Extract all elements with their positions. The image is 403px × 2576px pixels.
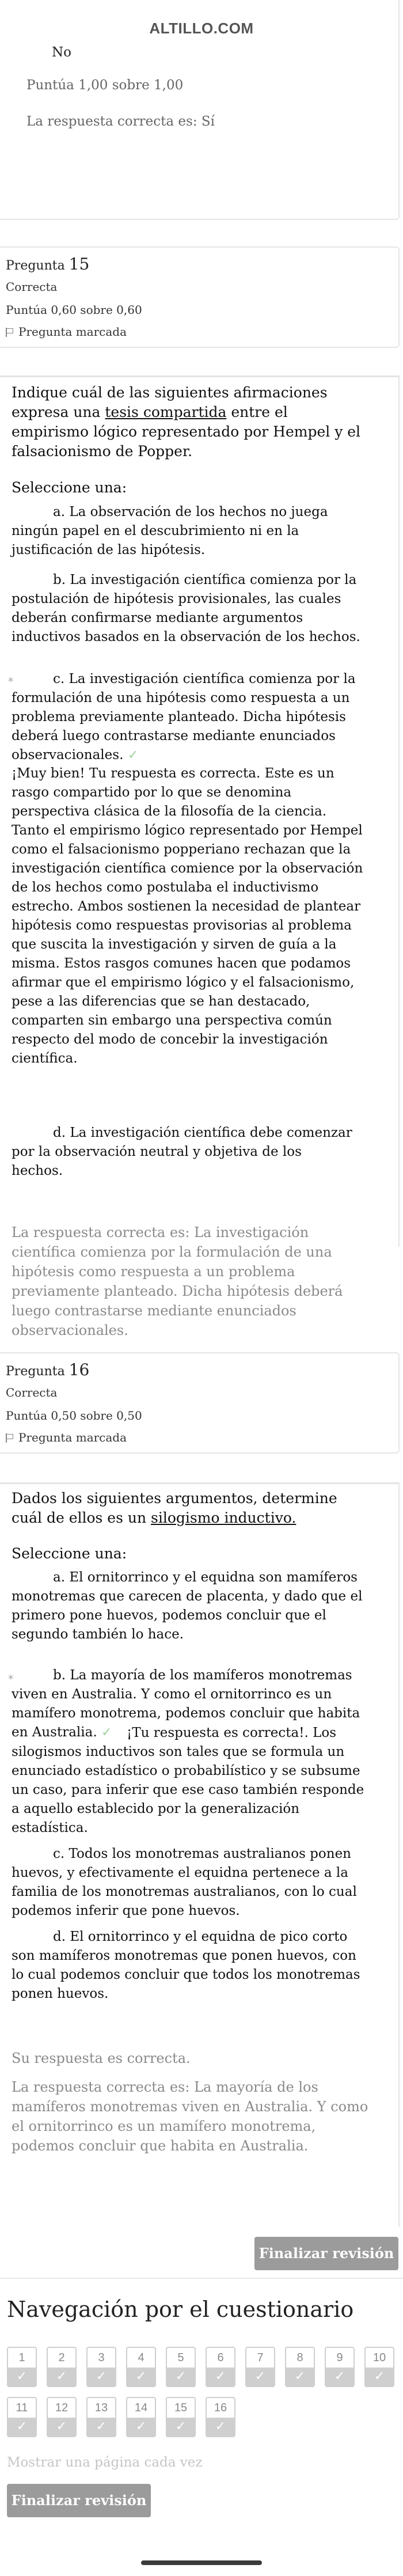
- question-number: [6, 1360, 89, 1379]
- nav-num: 13: [94, 2402, 108, 2414]
- nav-num: 1: [18, 2351, 25, 2364]
- nav-num: 2: [58, 2351, 65, 2364]
- nav-button-1[interactable]: [7, 2347, 37, 2387]
- option-feedback: ¡Muy bien! Tu respuesta es correcta. Este es un rasgo compartido por lo que se denomina perspectiva clásica de la filosofía de la ciencia. Tanto el empirismo lógico representado por Hempel como el falsacionismo popperiano rechazan que la investigación científica comience por la observación de los hechos como postulaba el inductivismo estrecho. Ambos sostienen la necesidad de plantear hipótesis como respuestas provisorias al problema que suscita la investigación y sirven de guía a la misma. Estos rasgos comunes hacen que podamos afirmar que el empirismo lógico y el falsacionismo, pese a las diferencias que se han destacado, comparten sin embargo una perspectiva común respecto del modo de concebir la investigación científica.: [12, 766, 363, 1066]
- nav-num: 11: [16, 2402, 28, 2414]
- question-num: 16: [69, 1360, 90, 1379]
- select-one-label: Seleccione una:: [12, 479, 127, 496]
- option-c[interactable]: c. Todos los monotremas australianos ponen huevos, y efectivamente el equidna pertenece a la familia de los monotremas australianos, con lo cual podemos inferir que pone huevos.: [12, 1846, 357, 1918]
- question-text: [12, 1489, 366, 1528]
- check-icon: ✓: [215, 2369, 226, 2384]
- check-icon: ✓: [16, 2369, 28, 2384]
- check-icon: ✓: [135, 2369, 147, 2384]
- question-label: Pregunta: [6, 259, 65, 273]
- finish-review-button-bottom[interactable]: Finalizar revisión: [7, 2484, 151, 2517]
- nav-button-12[interactable]: [47, 2397, 77, 2437]
- check-icon: ✓: [96, 2419, 107, 2434]
- flag-icon: [6, 328, 14, 337]
- question-text-underlined: silogismo inductivo.: [151, 1509, 296, 1526]
- option-c-selected[interactable]: [12, 670, 366, 765]
- nav-num: 5: [177, 2351, 184, 2364]
- nav-num: 12: [55, 2402, 69, 2414]
- option-c-text: c. La investigación científica comienza por la formulación de una hipótesis como respuesta a un problema previamente planteado. Dicha hipótesis deberá luego contrastarse mediante enunciados observacionales.: [12, 671, 356, 762]
- question-state: Correcta: [6, 280, 58, 294]
- check-icon: ✓: [254, 2369, 266, 2384]
- show-one-page-link[interactable]: Mostrar una página cada vez: [7, 2455, 203, 2470]
- nav-num: 6: [217, 2351, 224, 2364]
- check-icon: ✓: [127, 748, 139, 762]
- check-icon: ✓: [56, 2369, 67, 2384]
- nav-num: 3: [98, 2351, 105, 2364]
- question-15-info: [0, 246, 400, 348]
- nav-button-15[interactable]: [166, 2397, 196, 2437]
- question-grade: Puntúa 0,50 sobre 0,50: [6, 1409, 142, 1422]
- select-one-label: Seleccione una:: [12, 1545, 127, 1562]
- check-icon: ✓: [294, 2369, 306, 2384]
- question-text-part: entre el empirismo lógico representado por Hempel y el falsacionismo de Popper.: [12, 404, 361, 460]
- question-label: Pregunta: [6, 1364, 65, 1379]
- nav-num: 16: [214, 2402, 227, 2414]
- selected-radio-icon[interactable]: ✶: [7, 1672, 15, 1683]
- nav-button-6[interactable]: [206, 2347, 235, 2387]
- option-a[interactable]: a. El ornitorrinco y el equidna son mamíferos monotremas que carecen de placenta, y dado que el primero pone huevos, podemos concluir que el segundo también lo hace.: [12, 1570, 363, 1642]
- nav-num: 14: [134, 2402, 148, 2414]
- check-icon: ✓: [175, 2369, 187, 2384]
- site-brand: ALTILLO.COM: [149, 20, 254, 37]
- option-b-text: b. La mayoría de los mamíferos monotremas viven en Australia. Y como el ornitorrinco es un mamífero monotrema, podemos concluir que habita en Australia.: [12, 1668, 360, 1740]
- your-answer-feedback: Su respuesta es correcta.: [12, 2050, 191, 2066]
- nav-button-11[interactable]: [7, 2397, 37, 2437]
- nav-button-10[interactable]: [364, 2347, 394, 2387]
- check-icon: ✓: [56, 2419, 67, 2434]
- check-icon: ✓: [96, 2369, 107, 2384]
- nav-button-8[interactable]: [285, 2347, 315, 2387]
- flag-question-link[interactable]: [6, 1431, 127, 1444]
- nav-button-13[interactable]: [86, 2397, 116, 2437]
- nav-num: 10: [372, 2351, 386, 2364]
- question-15-content: [0, 375, 400, 1247]
- nav-button-7[interactable]: [245, 2347, 275, 2387]
- flag-icon: [6, 1433, 14, 1443]
- check-icon: ✓: [215, 2419, 226, 2434]
- question-number: [6, 255, 89, 274]
- selected-radio-icon[interactable]: ✶: [7, 674, 15, 685]
- nav-button-16[interactable]: [206, 2397, 235, 2437]
- home-indicator: [141, 2560, 262, 2565]
- nav-button-5[interactable]: [166, 2347, 196, 2387]
- check-icon: ✓: [374, 2369, 385, 2384]
- flag-label: Pregunta marcada: [18, 1431, 127, 1444]
- nav-num: 9: [336, 2351, 343, 2364]
- nav-button-3[interactable]: [86, 2347, 116, 2387]
- quiz-navigation-title: Navegación por el cuestionario: [7, 2297, 354, 2322]
- option-feedback: ¡Tu respuesta es correcta!. Los silogismos inductivos son tales que se formula un enunciado estadístico o probabilístico y se subsume un caso, para inferir que ese caso también responde a aquello establecido por la generalización estadística.: [12, 1725, 364, 1835]
- flag-label: Pregunta marcada: [18, 325, 127, 339]
- previous-correct-answer: La respuesta correcta es: Sí: [26, 114, 215, 129]
- nav-num: 15: [174, 2402, 188, 2414]
- question-text-underlined: tesis compartida: [105, 404, 227, 420]
- check-icon: ✓: [135, 2419, 147, 2434]
- previous-answer: No: [52, 45, 71, 60]
- nav-button-14[interactable]: [126, 2397, 156, 2437]
- question-state: Correcta: [6, 1386, 58, 1399]
- flag-question-link[interactable]: [6, 325, 127, 339]
- option-d[interactable]: d. El ornitorrinco y el equidna de pico corto son mamíferos monotremas que ponen huevos, con lo cual podemos concluir que todos los monotremas ponen huevos.: [12, 1929, 360, 2001]
- check-icon: ✓: [175, 2419, 187, 2434]
- nav-button-2[interactable]: [47, 2347, 77, 2387]
- question-text-part: Indique cuál de las siguientes afirmaciones expresa una: [12, 384, 328, 420]
- previous-question-card: [0, 0, 400, 220]
- question-num: 15: [69, 255, 90, 274]
- question-text-part: Dados los siguientes argumentos, determine cuál de ellos es un: [12, 1490, 337, 1526]
- question-text: [12, 383, 366, 461]
- check-icon: ✓: [334, 2369, 345, 2384]
- check-icon: ✓: [16, 2419, 28, 2434]
- divider: [0, 2278, 403, 2279]
- nav-button-9[interactable]: [325, 2347, 355, 2387]
- option-d[interactable]: d. La investigación científica debe comenzar por la observación neutral y objetiva de los hechos.: [12, 1125, 352, 1178]
- option-b[interactable]: b. La investigación científica comienza por la postulación de hipótesis provisionales, las cuales deberán confirmarse mediante argumentos inductivos basados en la observación de los hechos.: [12, 572, 360, 644]
- option-a[interactable]: a. La observación de los hechos no juega ningún papel en el descubrimiento ni en la justificación de las hipótesis.: [12, 504, 328, 557]
- correct-answer-feedback: La respuesta correcta es: La mayoría de los mamíferos monotremas viven en Australia. Y como el ornitorrinco es un mamífero monotrema, podemos concluir que habita en Australia.: [12, 2079, 368, 2154]
- question-grade: Puntúa 0,60 sobre 0,60: [6, 303, 142, 317]
- check-icon: ✓: [101, 1725, 112, 1740]
- nav-num: 7: [257, 2351, 264, 2364]
- question-16-content: [0, 1482, 400, 2227]
- nav-button-4[interactable]: [126, 2347, 156, 2387]
- previous-score: Puntúa 1,00 sobre 1,00: [26, 78, 184, 93]
- correct-answer-feedback: La respuesta correcta es: La investigación científica comienza por la formulación de una hipótesis como respuesta a un problema previamente planteado. Dicha hipótesis deberá luego contrastarse mediante enunciados observacionales.: [12, 1224, 343, 1338]
- finish-review-button[interactable]: Finalizar revisión: [254, 2237, 398, 2270]
- nav-num: 8: [296, 2351, 303, 2364]
- question-16-info: [0, 1352, 400, 1454]
- nav-num: 4: [138, 2351, 145, 2364]
